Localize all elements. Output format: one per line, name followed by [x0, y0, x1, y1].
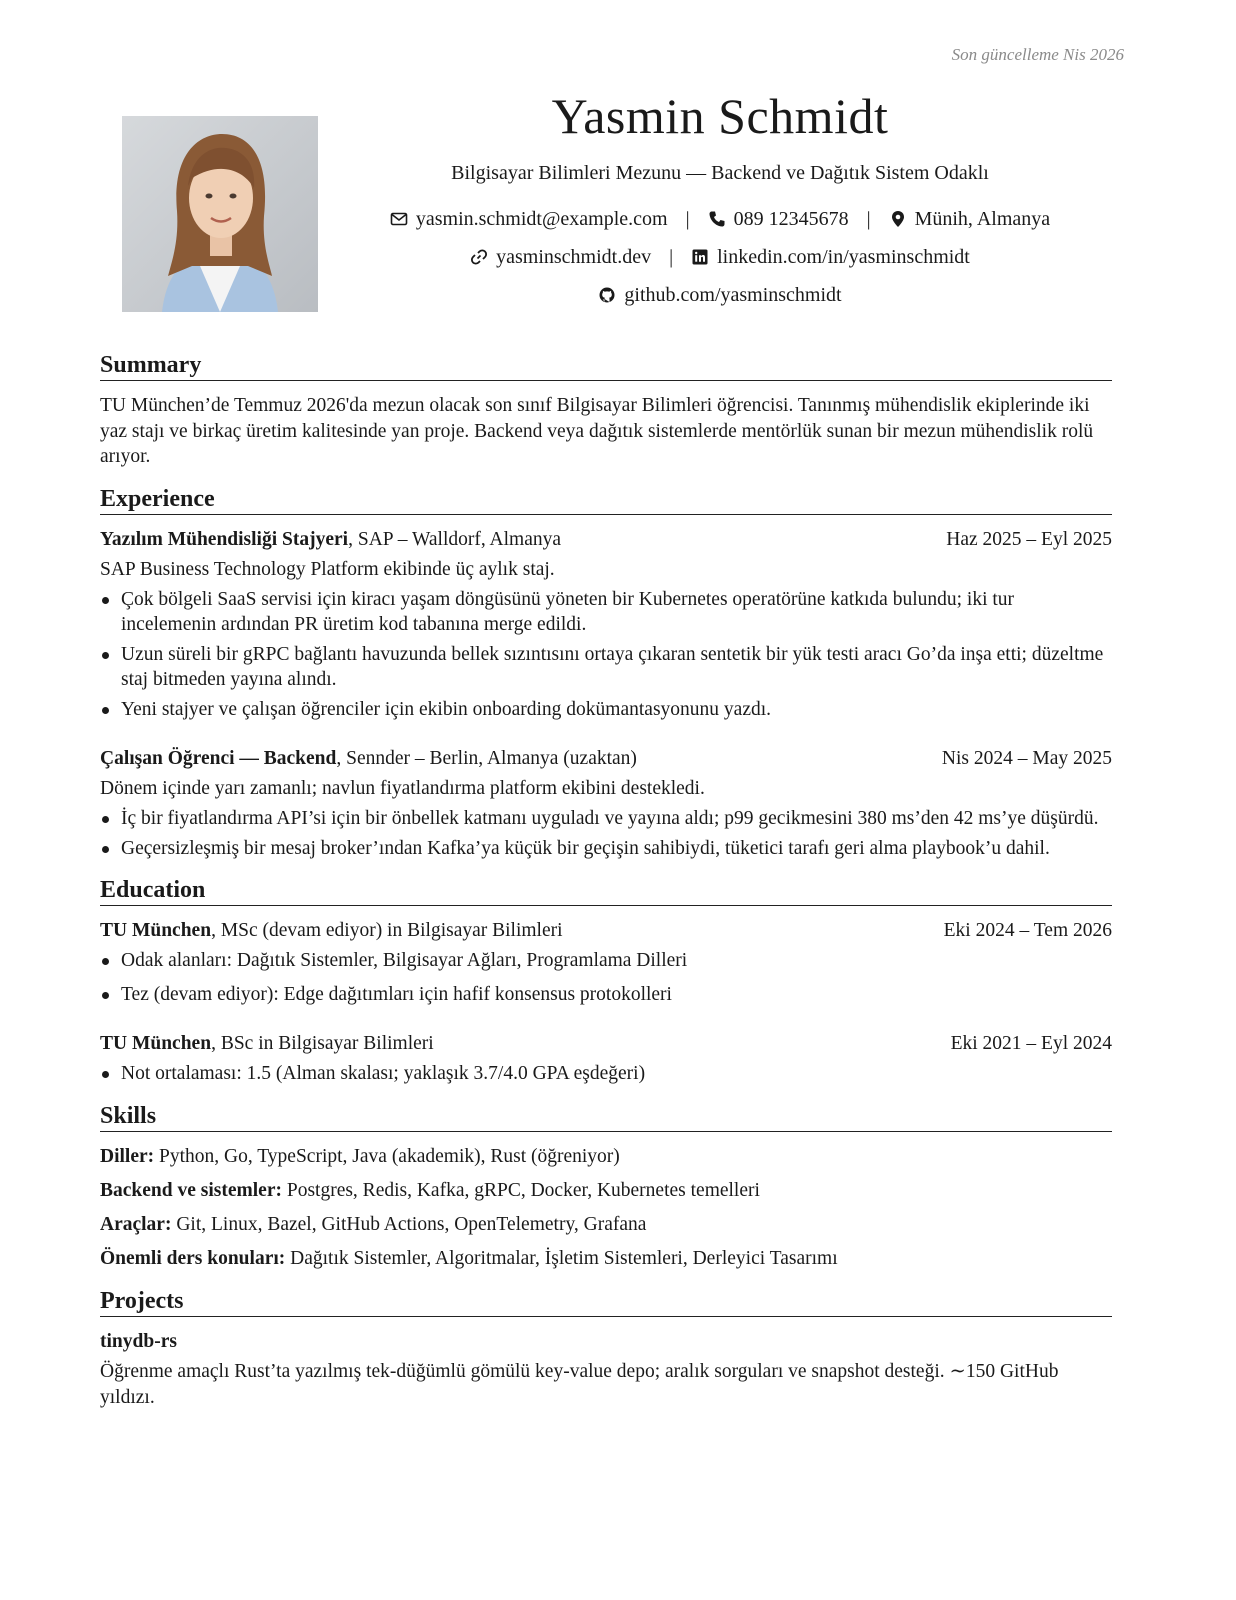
summary-section: [100, 350, 1112, 470]
phone-text: 089 12345678: [733, 208, 849, 230]
job-dates: Nis 2024 – May 2025: [941, 748, 1112, 769]
bullet-item: Not ortalaması: 1.5 (Alman skalası; yaklaşık 3.7/4.0 GPA eşdeğeri): [100, 1061, 1112, 1087]
school-name: TU München: [100, 1033, 212, 1054]
separator: |: [685, 208, 690, 230]
separator: |: [866, 208, 871, 230]
entry-heading: [100, 918, 563, 944]
job-role: Yazılım Mühendisliği Stajyeri: [100, 528, 349, 550]
skill-label: Araçlar:: [100, 1213, 172, 1235]
contact-line-2: [340, 243, 1100, 271]
last-updated: Son güncelleme Nis 2026: [951, 45, 1124, 64]
skill-label: Diller:: [100, 1145, 155, 1167]
entry-heading: [100, 1031, 434, 1057]
education-entry: [100, 918, 1112, 1007]
experience-entry: [100, 746, 1112, 861]
skill-row: [100, 1144, 1112, 1170]
email-text: yasmin.schmidt@example.com: [415, 208, 668, 230]
map-pin-icon: [889, 210, 907, 228]
skills-section: [100, 1101, 1112, 1272]
degree: , MSc (devam ediyor) in Bilgisayar Bilimleri: [211, 920, 563, 941]
bullet-list: [100, 1061, 1112, 1087]
job-description: SAP Business Technology Platform ekibinde üç aylık staj.: [100, 558, 555, 580]
link-icon: [470, 248, 488, 266]
experience-entry: [100, 527, 1112, 723]
projects-section: [100, 1286, 1112, 1411]
linkedin-icon: [691, 248, 709, 266]
education-dates: Eki 2024 – Tem 2026: [943, 920, 1112, 941]
project-description: Öğrenme amaçlı Rust’ta yazılmış tek-düğümlü gömülü key-value depo; aralık sorguları ve snapshot desteği. ∼150 GitHub yıldızı.: [100, 1360, 1059, 1408]
tagline: Bilgisayar Bilimleri Mezunu — Backend ve Dağıtık Sistem Odaklı: [451, 162, 989, 184]
experience-section: [100, 484, 1112, 862]
entry-header: [100, 746, 1112, 772]
bullet-item: Uzun süreli bir gRPC bağlantı havuzunda bellek sızıntısını ortaya çıkaran sentetik bir yük testi aracı Go’da inşa etti; düzeltme staj bitmeden yayına alındı.: [100, 642, 1112, 693]
entry-header: [100, 1031, 1112, 1057]
job-dates: Haz 2025 – Eyl 2025: [946, 528, 1112, 550]
education-dates: Eki 2021 – Eyl 2024: [950, 1033, 1112, 1054]
email-contact[interactable]: [390, 205, 668, 233]
skill-value: Dağıtık Sistemler, Algoritmalar, İşletim Sistemleri, Derleyici Tasarımı: [285, 1247, 838, 1269]
section-title: Projects: [100, 1286, 1112, 1317]
resume-body: [100, 350, 1112, 1425]
section-title: Skills: [100, 1101, 1112, 1132]
candidate-name: Yasmin Schmidt: [551, 88, 889, 144]
bullet-item: Geçersizleşmiş bir mesaj broker’ından Kafka’ya küçük bir geçişin sahibiydi, tüketici tarafı geri alma playbook’u dahil.: [100, 836, 1112, 862]
skill-row: [100, 1246, 1112, 1272]
profile-photo: [122, 116, 318, 312]
bullet-item: Çok bölgeli SaaS servisi için kiracı yaşam döngüsünü yöneten bir Kubernetes operatörüne katkıda bulundu; iki tur incelemenin ardından PR üretim kod tabanına merge edildi.: [100, 587, 1112, 638]
entry-heading: [100, 746, 637, 772]
bullet-item: Yeni stajyer ve çalışan öğrenciler için ekibin onboarding dokümantasyonunu yazdı.: [100, 697, 1112, 723]
contact-line-1: [340, 205, 1100, 233]
github-text: github.com/yasminschmidt: [624, 284, 842, 306]
bullet-list: [100, 806, 1112, 861]
contact-line-3: [340, 281, 1100, 309]
skill-label: Önemli ders konuları:: [100, 1247, 286, 1269]
entry-heading: [100, 527, 561, 553]
entry-header: [100, 918, 1112, 944]
job-role: Çalışan Öğrenci — Backend: [100, 748, 337, 769]
github-icon: [598, 286, 616, 304]
project-name: tinydb-rs: [100, 1330, 177, 1352]
linkedin-contact[interactable]: [691, 243, 970, 271]
bullet-item: Tez (devam ediyor): Edge dağıtımları için hafif konsensus protokolleri: [100, 982, 1112, 1008]
phone-contact[interactable]: [708, 205, 849, 233]
section-title: Education: [100, 875, 1112, 906]
skill-label: Backend ve sistemler:: [100, 1179, 282, 1201]
entry-header: [100, 527, 1112, 553]
skill-value: Python, Go, TypeScript, Java (akademik), Rust (öğreniyor): [154, 1145, 620, 1167]
skill-value: Postgres, Redis, Kafka, gRPC, Docker, Kubernetes temelleri: [281, 1179, 760, 1201]
bullet-item: Odak alanları: Dağıtık Sistemler, Bilgisayar Ağları, Programlama Dilleri: [100, 948, 1112, 974]
section-title: Experience: [100, 484, 1112, 515]
envelope-icon: [390, 210, 408, 228]
job-org: , Sennder – Berlin, Almanya (uzaktan): [336, 748, 637, 769]
education-section: [100, 875, 1112, 1087]
school-name: TU München: [100, 920, 212, 941]
skill-row: [100, 1178, 1112, 1204]
bullet-list: [100, 587, 1112, 723]
location-contact: [889, 205, 1051, 233]
github-contact[interactable]: [598, 281, 841, 309]
degree: , BSc in Bilgisayar Bilimleri: [211, 1033, 434, 1054]
bullet-item: İç bir fiyatlandırma API’si için bir önbellek katmanı uyguladı ve yayına aldı; p99 gecikmesini 380 ms’den 42 ms’ye düşürdü.: [100, 806, 1112, 832]
section-title: Summary: [100, 350, 1112, 381]
resume-header: [340, 86, 1100, 309]
linkedin-text: linkedin.com/in/yasminschmidt: [717, 246, 970, 268]
separator: |: [669, 246, 674, 268]
website-contact[interactable]: [470, 243, 651, 271]
location-text: Münih, Almanya: [914, 208, 1051, 230]
phone-icon: [708, 210, 726, 228]
education-entry: [100, 1031, 1112, 1087]
job-org: , SAP – Walldorf, Almanya: [348, 528, 562, 550]
skill-row: [100, 1212, 1112, 1238]
website-text: yasminschmidt.dev: [496, 246, 652, 268]
bullet-list: [100, 948, 1112, 1007]
job-description: Dönem içinde yarı zamanlı; navlun fiyatlandırma platform ekibini destekledi.: [100, 778, 705, 799]
skill-value: Git, Linux, Bazel, GitHub Actions, OpenTelemetry, Grafana: [171, 1213, 647, 1235]
summary-text: TU München’de Temmuz 2026'da mezun olacak son sınıf Bilgisayar Bilimleri öğrencisi. Tanınmış mühendislik ekiplerinde iki yaz stajı ve birkaç üretim kalitesinde yan proje. Backend veya dağıtık sistemlerde mentörlük sunan bir mezun mühendislik rolü arıyor.: [100, 395, 1094, 467]
